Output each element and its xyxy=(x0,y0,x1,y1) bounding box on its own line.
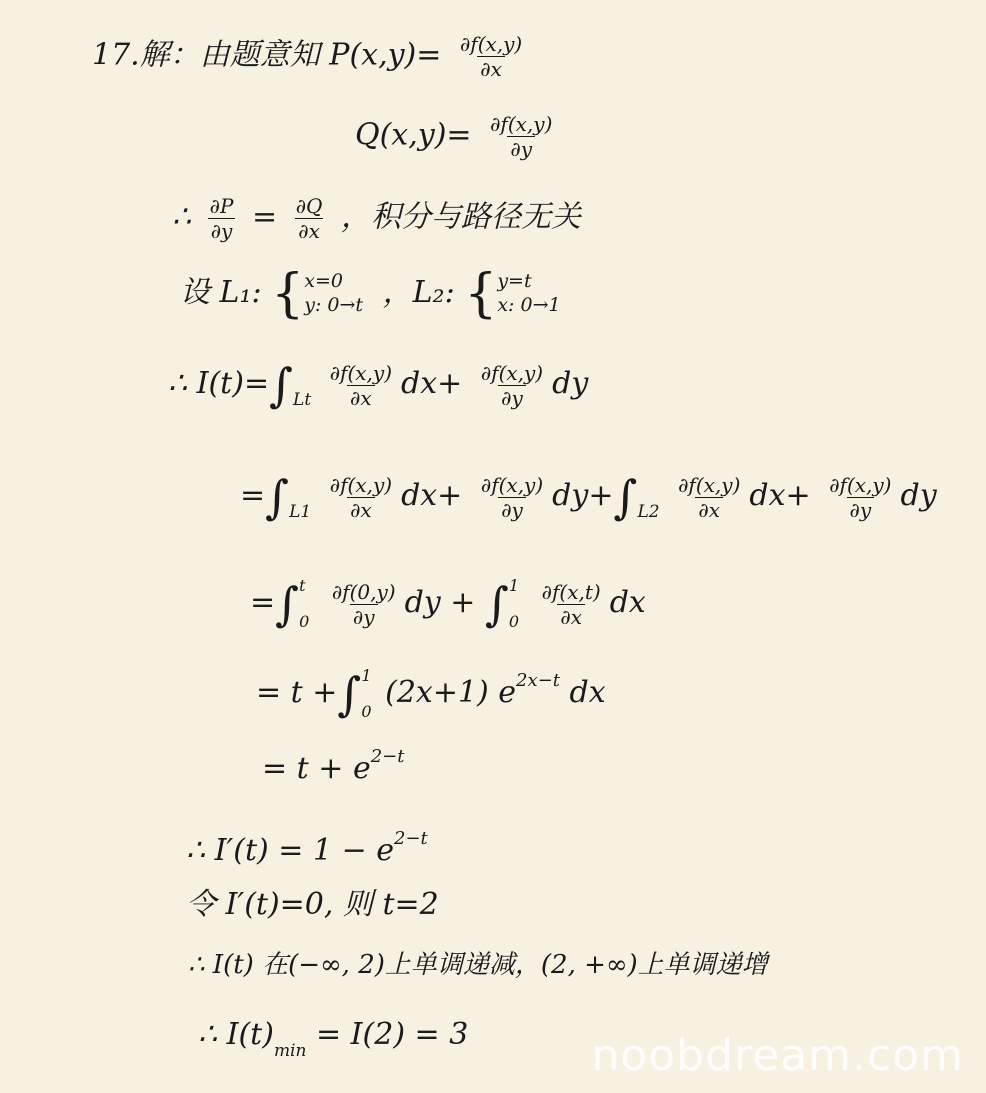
dy-term: dy xyxy=(900,478,937,513)
equals-sign: = xyxy=(240,478,266,513)
integral-result-line xyxy=(262,748,404,784)
exponent: 2−t xyxy=(370,746,405,767)
dp-dy-fraction: $\frac{\partial P}{\partial y}$ xyxy=(209,194,234,243)
fraction-term: $\frac{\partial f(x,y)}{\partial y}$ xyxy=(829,472,892,522)
definite-integral-line xyxy=(250,578,646,630)
integral-subscript: Lt xyxy=(293,390,312,410)
critical-point-line xyxy=(186,887,439,922)
integral-sign: ∫ xyxy=(484,577,509,631)
path-l1-label: L₁: xyxy=(219,275,262,310)
integral-limits: 1 0 xyxy=(508,576,520,631)
dx-term: dx xyxy=(609,585,646,620)
path-l1-cases: x=0 y: 0→t xyxy=(304,270,364,316)
equals-sign: = xyxy=(252,199,278,235)
integral-sign: ∫ xyxy=(269,358,294,412)
exponent: 2x−t xyxy=(516,670,560,691)
q-fraction: $\frac{\partial f(x,y)}{\partial y}$ xyxy=(490,112,553,161)
q-definition-line xyxy=(355,114,561,159)
path-l2-label: ，L₂: xyxy=(382,275,455,310)
therefore-symbol: ∴ xyxy=(172,199,192,235)
fraction-term: $\frac{\partial f(x,y)}{\partial y}$ xyxy=(480,472,544,522)
solution-label: 解 xyxy=(139,37,170,73)
monotonicity-line xyxy=(188,952,768,978)
integral-limits: 1 0 xyxy=(361,666,372,721)
dy-term: dy xyxy=(552,366,589,401)
integral-sign: ∫ xyxy=(265,470,290,524)
q-definition: Q(x,y)= xyxy=(355,117,472,153)
exponential-integral-line xyxy=(256,668,606,720)
critical-point-text: 令 I′(t)=0, 则 t=2 xyxy=(186,887,439,922)
watermark: noobdream.com xyxy=(591,1030,964,1081)
split-integral-line xyxy=(240,470,937,524)
integral-subscript: L1 xyxy=(289,502,312,522)
dy-term: dy + xyxy=(404,585,476,620)
path-definition-line: 设 L₁: { x=0 y: 0→t ，L₂: { y=t x: 0→1 xyxy=(180,264,561,324)
path-l2-cases: y=t x: 0→1 xyxy=(497,270,561,316)
intro-text: 由题意知 xyxy=(199,37,320,73)
p-definition: P(x,y)= xyxy=(329,37,442,73)
fraction-term: $\frac{\partial f(x,y)}{\partial x}$ xyxy=(329,360,393,410)
p-fraction: $\frac{\partial f(x,y)}{\partial x}$ xyxy=(459,32,523,81)
fraction-term: $\frac{\partial f(x,y)}{\partial y}$ xyxy=(480,360,544,410)
integral-limits: t 0 xyxy=(299,576,310,631)
integral-lhs: ∴ I(t)= xyxy=(168,366,270,401)
integral-sign: ∫ xyxy=(337,667,362,721)
minimum-value: = I(2) = 3 xyxy=(316,1017,469,1052)
fraction-term: $\frac{\partial f(x,y)}{\partial x}$ xyxy=(329,472,393,522)
derivative-expression: ∴ I′(t) = 1 − e xyxy=(186,833,395,868)
equals-sign: = xyxy=(250,585,276,620)
integral-sign: ∫ xyxy=(613,470,638,524)
minimum-line xyxy=(198,1017,469,1061)
dx-term: dx+ xyxy=(401,366,463,401)
derivative-line xyxy=(186,830,428,866)
she-label: 设 xyxy=(180,275,210,310)
result-expression: = t + e xyxy=(262,751,371,786)
problem-number: 17. xyxy=(92,37,140,73)
fraction-term: $\frac{\partial f(x,y)}{\partial x}$ xyxy=(678,472,741,522)
fraction-term: $\frac{\partial f(x,t)}{\partial x}$ xyxy=(541,579,601,629)
path-independence-text: ，积分与路径无关 xyxy=(340,199,581,235)
minimum-lhs: ∴ I(t) xyxy=(198,1017,274,1052)
dq-dx-fraction: $\frac{\partial Q}{\partial x}$ xyxy=(295,194,323,243)
dx-term: dx+ xyxy=(401,478,463,513)
dx-term: dx+ xyxy=(749,478,811,513)
integrand: (2x+1) e xyxy=(385,675,517,710)
exponent: 2−t xyxy=(394,828,428,849)
monotonicity-text: ∴ I(t) 在(−∞, 2)上单调递减，(2, +∞)上单调递增 xyxy=(188,950,768,980)
min-subscript: min xyxy=(273,1041,307,1061)
integral-subscript: L2 xyxy=(637,502,660,522)
t-plus-term: = t + xyxy=(256,675,338,710)
fraction-term: $\frac{\partial f(0,y)}{\partial y}$ xyxy=(331,579,396,629)
dx-term: dx xyxy=(569,675,606,710)
path-independence-line xyxy=(172,196,581,241)
solution-header-line: 17.解：由题意知 P(x,y)= $\frac{\partial f(x,y)}{\partial x}$ xyxy=(92,34,531,79)
dy-term: dy+ xyxy=(552,478,614,513)
integral-definition-line xyxy=(168,358,589,412)
integral-sign: ∫ xyxy=(275,577,300,631)
